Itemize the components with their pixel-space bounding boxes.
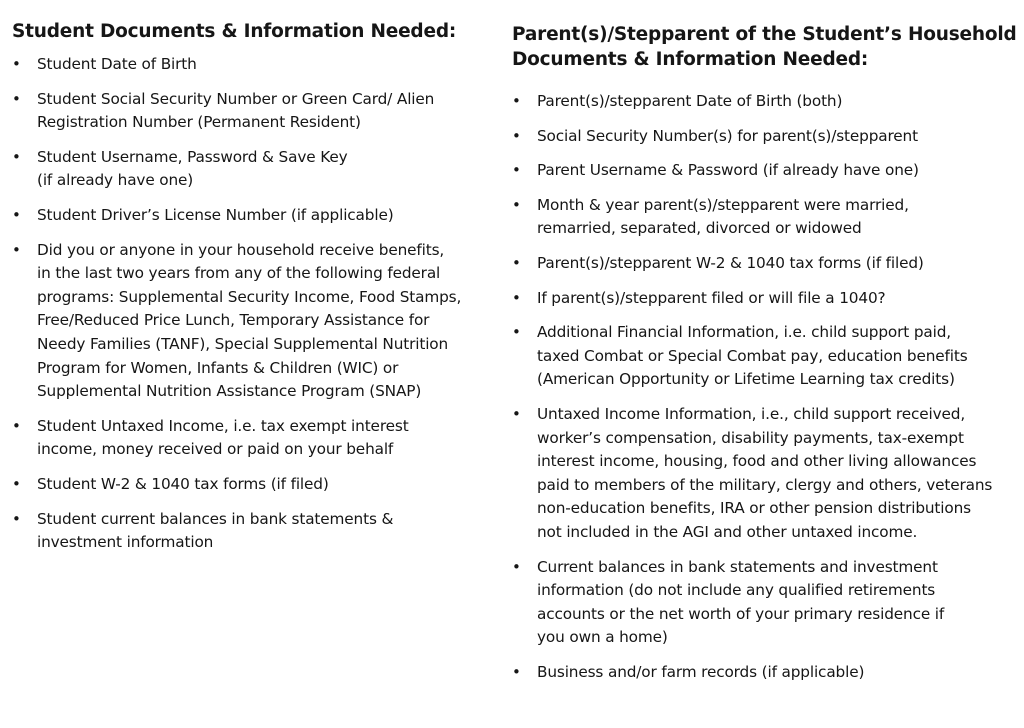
- list-item: [512, 194, 1017, 241]
- list-item-line: income, money received or paid on your behalf: [37, 440, 394, 459]
- list-item-line: remarried, separated, divorced or widowed: [537, 219, 862, 238]
- list-item-line: Student current balances in bank statements &: [37, 509, 394, 528]
- list-item-line: Registration Number (Permanent Resident): [37, 113, 361, 132]
- list-item: [512, 125, 1017, 149]
- list-item-line: Did you or anyone in your household receive benefits,: [37, 240, 445, 259]
- list-item: [512, 287, 1017, 311]
- list-item-line: Student Date of Birth: [37, 55, 197, 73]
- list-item: [12, 239, 492, 404]
- parent-heading-line1: Parent(s)/Stepparent of the Student’s Household: [512, 24, 1017, 45]
- list-item-line: Program for Women, Infants & Children (WIC) or: [37, 358, 399, 377]
- parent-heading: [512, 0, 1017, 72]
- list-item-line: Student Social Security Number or Green Card/ Alien: [37, 89, 435, 108]
- list-item-line: Student Driver’s License Number (if applicable): [37, 205, 394, 224]
- list-item: [512, 556, 1017, 650]
- list-item-line: Month & year parent(s)/stepparent were married,: [537, 195, 909, 214]
- list-item-line: If parent(s)/stepparent filed or will file a 1040?: [537, 288, 886, 307]
- parent-list: [512, 90, 1017, 684]
- list-item: [12, 473, 492, 497]
- list-item-line: Student W-2 & 1040 tax forms (if filed): [37, 474, 329, 493]
- list-item: [12, 146, 492, 193]
- list-item-line: Needy Families (TANF), Special Supplemental Nutrition: [37, 334, 449, 353]
- list-item: [12, 508, 492, 555]
- list-item-line: Student Username, Password & Save Key: [37, 147, 348, 166]
- list-item-line: Student Untaxed Income, i.e. tax exempt interest: [37, 416, 409, 435]
- list-item: [512, 661, 1017, 685]
- list-item-line: investment information: [37, 533, 214, 552]
- list-item-line: accounts or the net worth of your primary residence if: [537, 604, 945, 623]
- list-item-line: Current balances in bank statements and investment: [537, 557, 938, 576]
- list-item: [512, 90, 1017, 114]
- student-column: [12, 0, 492, 566]
- list-item-line: interest income, housing, food and other living allowances: [537, 452, 977, 471]
- list-item-line: programs: Supplemental Security Income, Food Stamps,: [37, 287, 462, 306]
- list-item-line: paid to members of the military, clergy and others, veterans: [537, 475, 993, 494]
- list-item-line: Business and/or farm records (if applicable): [537, 662, 865, 681]
- list-item-line: Untaxed Income Information, i.e., child support received,: [537, 404, 966, 423]
- list-item: [12, 53, 492, 77]
- list-item-line: Parent(s)/stepparent Date of Birth (both): [537, 92, 843, 110]
- list-item: [512, 159, 1017, 183]
- list-item: [12, 415, 492, 462]
- list-item-line: in the last two years from any of the following federal: [37, 264, 441, 283]
- list-item-line: Supplemental Nutrition Assistance Program (SNAP): [37, 382, 422, 401]
- list-item: [12, 204, 492, 228]
- list-item-line: (if already have one): [37, 171, 194, 190]
- parent-heading-line2: Documents & Information Needed:: [512, 49, 869, 70]
- list-item-line: Parent Username & Password (if already have one): [537, 161, 919, 180]
- list-item: [512, 252, 1017, 276]
- list-item-line: information (do not include any qualified retirements: [537, 581, 936, 600]
- student-heading: Student Documents & Information Needed:: [12, 21, 457, 42]
- list-item-line: worker’s compensation, disability payments, tax-exempt: [537, 428, 964, 447]
- list-item-line: Additional Financial Information, i.e. child support paid,: [537, 323, 951, 342]
- list-item-line: you own a home): [537, 628, 668, 647]
- list-item-line: Parent(s)/stepparent W-2 & 1040 tax forms (if filed): [537, 253, 924, 272]
- student-list: [12, 53, 492, 555]
- list-item-line: non-education benefits, IRA or other pension distributions: [537, 499, 971, 518]
- list-item-line: Social Security Number(s) for parent(s)/stepparent: [537, 126, 918, 145]
- list-item: [12, 88, 492, 135]
- parent-column: [512, 0, 1017, 695]
- list-item-line: taxed Combat or Special Combat pay, education benefits: [537, 346, 968, 365]
- list-item-line: Free/Reduced Price Lunch, Temporary Assistance for: [37, 311, 430, 330]
- list-item: [512, 403, 1017, 545]
- list-item: [512, 321, 1017, 392]
- list-item-line: not included in the AGI and other untaxed income.: [537, 522, 918, 541]
- list-item-line: (American Opportunity or Lifetime Learning tax credits): [537, 370, 955, 389]
